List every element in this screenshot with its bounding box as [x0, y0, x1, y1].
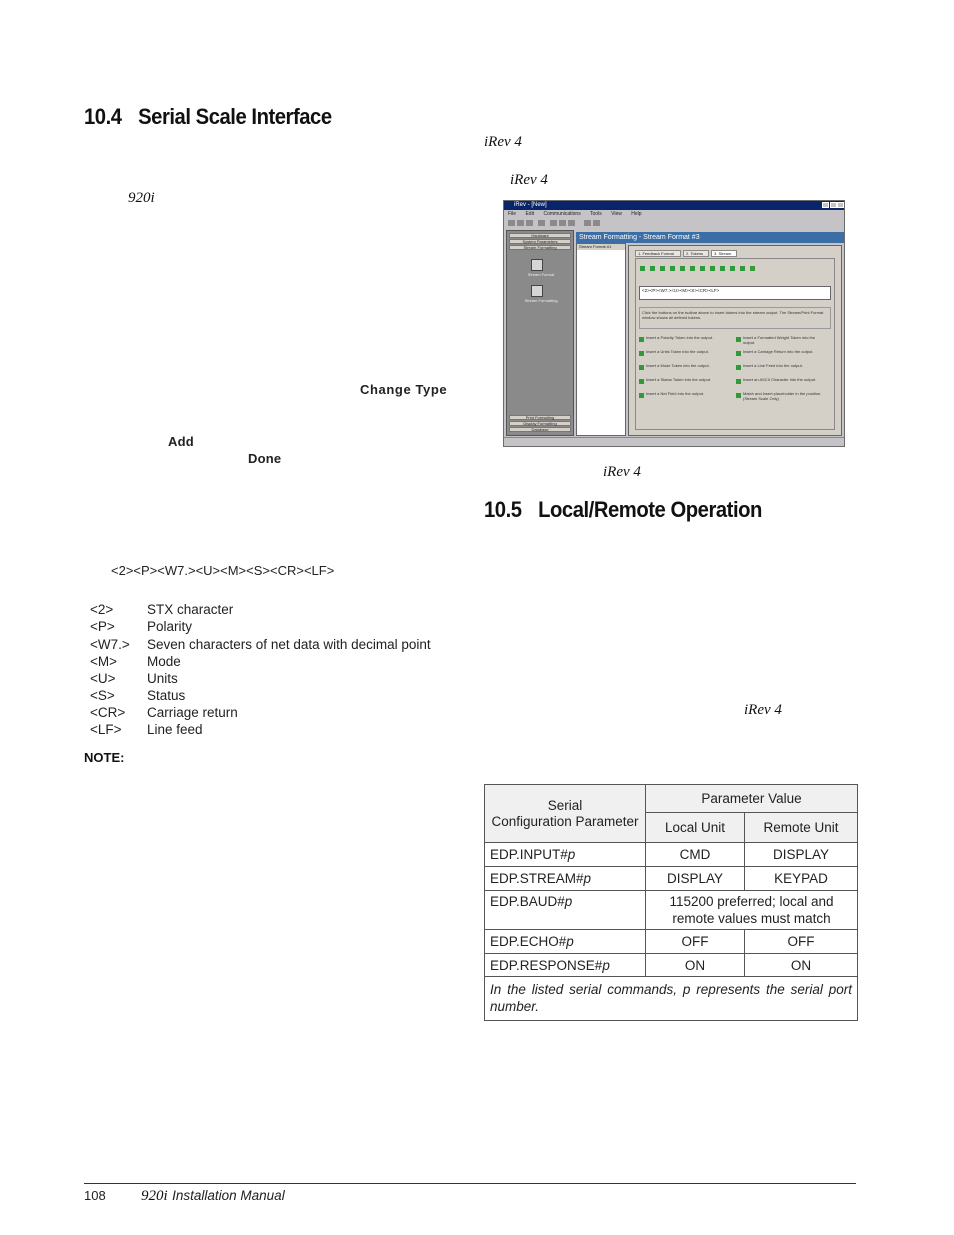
- save-icon: [526, 220, 533, 226]
- legend-code: <M>: [90, 654, 118, 669]
- section-title: Local/Remote Operation: [538, 497, 762, 522]
- token-icon: [660, 266, 665, 271]
- menu-bar: [504, 210, 844, 218]
- legend-code: <CR>: [90, 705, 126, 720]
- new-icon: [508, 220, 515, 226]
- navigation-pane: [506, 230, 574, 436]
- token-option: Insert a Carriage Return into the output.: [736, 350, 828, 360]
- section-number: 10.4: [84, 104, 122, 129]
- column-header-parameter: [485, 785, 646, 843]
- menu-item: Help: [631, 211, 642, 217]
- token-icon: [730, 266, 735, 271]
- param-cell: EDP.STREAM#p: [485, 867, 646, 891]
- header-line: Serial: [547, 797, 583, 813]
- table-row: [485, 891, 858, 930]
- done-label: Done: [248, 451, 282, 466]
- token-icon: [700, 266, 705, 271]
- nav-icon-label: Stream Format: [527, 272, 555, 277]
- legend-row: [90, 671, 178, 686]
- token-option: Insert a Units Token into the output.: [639, 350, 731, 360]
- column-header-remote: Remote Unit: [745, 813, 858, 843]
- nav-button: Stream Formatting: [509, 245, 571, 250]
- upload-icon: [584, 220, 591, 226]
- figure-caption-reference: iRev 4: [603, 464, 641, 480]
- token-icon: [720, 266, 725, 271]
- legend-desc: Line feed: [147, 722, 203, 737]
- legend-row: [90, 637, 431, 652]
- paste-icon: [568, 220, 575, 226]
- legend-row: [90, 619, 192, 634]
- minimize-icon: [822, 202, 829, 208]
- stream-format-string: <2><P><W7.><U><M><S><CR><LF>: [111, 563, 335, 578]
- legend-desc: Units: [147, 671, 178, 686]
- local-value-cell: ON: [646, 954, 745, 977]
- column-group-header: Parameter Value: [646, 785, 858, 813]
- irev-reference: iRev 4: [744, 702, 782, 718]
- menu-item: Tools: [590, 211, 602, 217]
- table-row: [485, 867, 858, 891]
- irev-reference: iRev 4: [484, 134, 522, 150]
- remote-value-cell: OFF: [745, 930, 858, 954]
- legend-code: <W7.>: [90, 637, 130, 652]
- footer-manual-title: Installation Manual: [172, 1188, 285, 1203]
- legend-desc: Polarity: [147, 619, 193, 634]
- legend-desc: Status: [147, 688, 186, 703]
- table-row: [485, 954, 858, 977]
- note-label: NOTE:: [84, 750, 125, 765]
- legend-code: <U>: [90, 671, 116, 686]
- legend-code: <LF>: [90, 722, 122, 737]
- column-header-local: Local Unit: [646, 813, 745, 843]
- token-option: Insert an ASCII Character into the output.: [736, 378, 828, 388]
- window-titlebar: [504, 201, 844, 210]
- legend-row: [90, 602, 233, 617]
- stream-editor: [635, 258, 835, 430]
- nav-button: Database: [509, 427, 571, 432]
- menu-item: View: [611, 211, 622, 217]
- table-row: [485, 930, 858, 954]
- download-icon: [593, 220, 600, 226]
- cut-icon: [550, 220, 557, 226]
- stream-formatting-icon: [531, 285, 543, 297]
- legend-desc: STX character: [147, 602, 234, 617]
- token-option: Insert a Polarity Token into the output.: [639, 336, 731, 346]
- menu-item: Communications: [543, 211, 581, 217]
- status-bar: [504, 437, 844, 447]
- param-cell: EDP.RESPONSE#p: [485, 954, 646, 977]
- footer-rule: [84, 1183, 856, 1184]
- subtab: 1. Feedback Format: [635, 250, 681, 257]
- nav-button: System Parameters: [509, 239, 571, 244]
- param-cell: EDP.INPUT#p: [485, 843, 646, 867]
- editor-description: Click the buttons on the toolbar above to insert tokens into the stream output. The Stream/Print Format window shows all defined tokens.: [639, 307, 831, 329]
- stream-format-field: <2><P><W7.><U><M><S><CR><LF>: [639, 286, 831, 300]
- menu-item: File: [508, 211, 517, 217]
- section-10-4-heading: [84, 104, 332, 130]
- maximize-icon: [830, 202, 837, 208]
- legend-code: <S>: [90, 688, 115, 703]
- table-note-row: [485, 977, 858, 1021]
- subtab: 3. Stream: [711, 250, 737, 257]
- legend-desc: Seven characters of net data with decimal point: [147, 637, 431, 652]
- token-icon: [640, 266, 645, 271]
- irev-reference: iRev 4: [510, 172, 548, 188]
- section-number: 10.5: [484, 497, 522, 522]
- footer-title: [141, 1187, 285, 1205]
- legend-code: <P>: [90, 619, 115, 634]
- legend-desc: Mode: [147, 654, 181, 669]
- help-icon: [750, 266, 755, 271]
- add-label: Add: [168, 434, 194, 449]
- legend-row: [90, 705, 238, 720]
- close-icon: [837, 202, 844, 208]
- param-cell: EDP.ECHO#p: [485, 930, 646, 954]
- legend-row: [90, 722, 203, 737]
- open-icon: [517, 220, 524, 226]
- token-icon: [690, 266, 695, 271]
- nav-button: Display Formatting: [509, 421, 571, 426]
- stream-format-icon: [531, 259, 543, 271]
- legend-row: [90, 654, 181, 669]
- model-reference: 920i: [128, 190, 155, 206]
- change-type-label: Change Type: [360, 382, 448, 397]
- nav-button: Print Formatting: [509, 415, 571, 420]
- page-number: 108: [84, 1188, 106, 1203]
- remote-value-cell: KEYPAD: [745, 867, 858, 891]
- token-option: Insert a Line Feed into the output.: [736, 364, 828, 374]
- token-icon: [740, 266, 745, 271]
- legend-desc: Carriage return: [147, 705, 238, 720]
- token-icon: [670, 266, 675, 271]
- legend-row: [90, 688, 185, 703]
- local-value-cell: DISPLAY: [646, 867, 745, 891]
- token-option: Insert a Status Token into the output.: [639, 378, 731, 388]
- token-option: Insert a Formatted Weight Token into the output.: [736, 336, 828, 346]
- editor-pane: [628, 245, 842, 436]
- tree-pane: [576, 243, 626, 436]
- copy-icon: [559, 220, 566, 226]
- local-value-cell: OFF: [646, 930, 745, 954]
- remote-value-cell: ON: [745, 954, 858, 977]
- token-icon: [650, 266, 655, 271]
- remote-value-cell: DISPLAY: [745, 843, 858, 867]
- table-row: [485, 843, 858, 867]
- token-option: Insert a Mode Token into the output.: [639, 364, 731, 374]
- window-title: iRev - [New]: [514, 202, 547, 208]
- nav-icon-label: Stream Formatting: [524, 298, 558, 303]
- token-option: Match and insert placeholder in the position. (Stream Scale Only): [736, 392, 828, 402]
- toolbar: [504, 218, 844, 228]
- panel-header: Stream Formatting - Stream Format #3: [576, 232, 844, 243]
- token-icon: [680, 266, 685, 271]
- nav-button: Hardware: [509, 233, 571, 238]
- param-cell: EDP.BAUD#p: [485, 891, 646, 930]
- table-note: In the listed serial commands, p represents the serial port number.: [485, 977, 858, 1021]
- token-icon: [710, 266, 715, 271]
- section-10-5-heading: [484, 497, 762, 523]
- legend-code: <2>: [90, 602, 114, 617]
- print-icon: [538, 220, 545, 226]
- irev-screenshot-figure: [503, 200, 845, 447]
- serial-parameter-table: [484, 784, 858, 1021]
- merged-value-cell: 115200 preferred; local and remote values must match: [646, 891, 858, 930]
- subtab: 2. Tokens: [683, 250, 709, 257]
- section-title: Serial Scale Interface: [138, 104, 332, 129]
- local-value-cell: CMD: [646, 843, 745, 867]
- footer-model: 920i: [141, 1188, 168, 1204]
- tree-tab: Stream Format #1: [577, 244, 625, 250]
- menu-item: Edit: [525, 211, 535, 217]
- token-option: Insert a Net Field into the output.: [639, 392, 731, 402]
- header-line: Configuration Parameter: [491, 813, 639, 829]
